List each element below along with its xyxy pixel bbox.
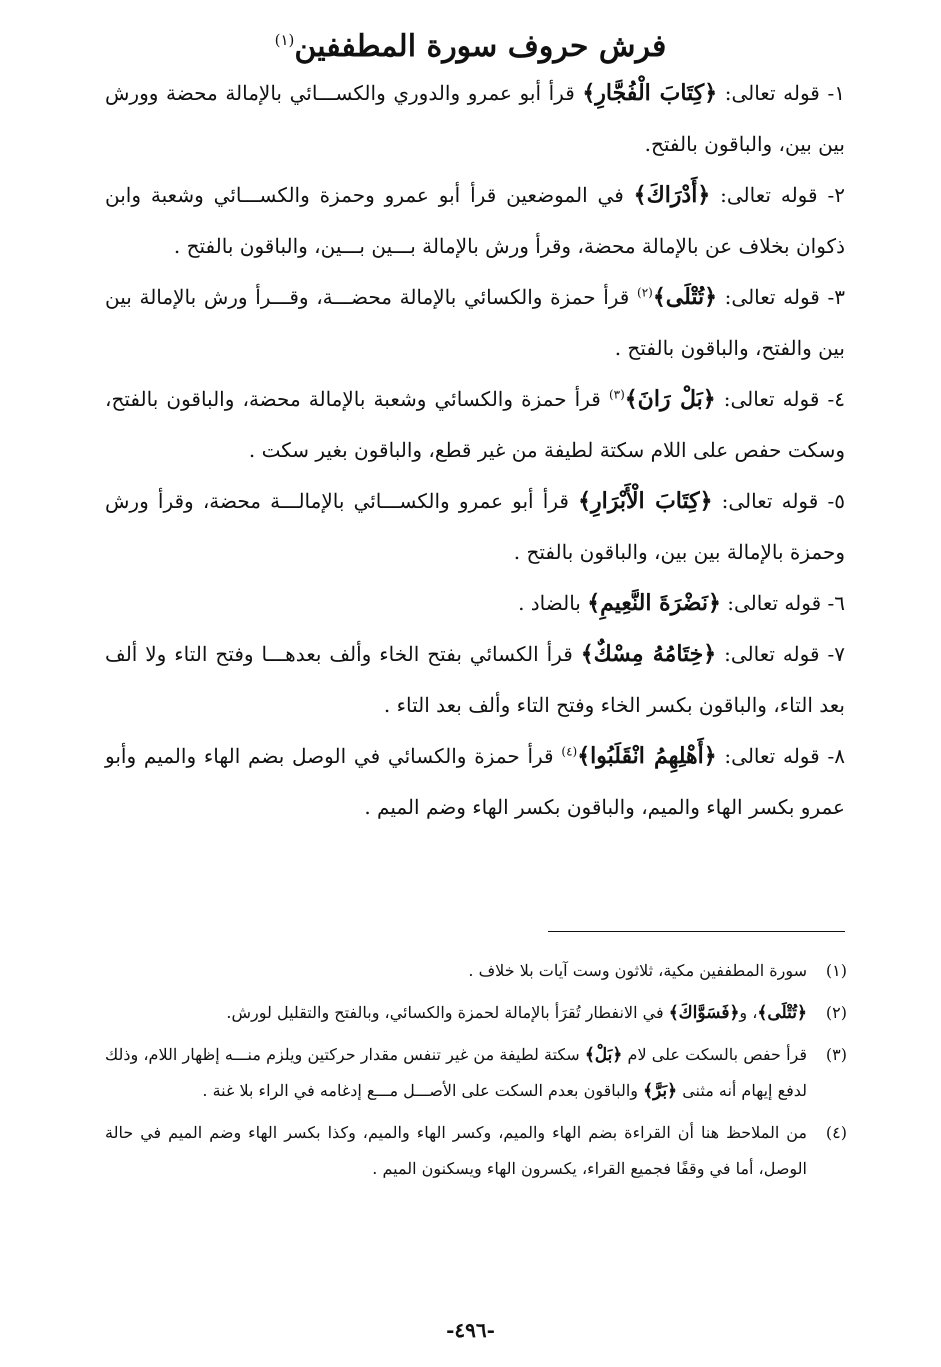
paragraph-number: ٦- (821, 591, 845, 615)
footnote-text: سكتة لطيفة من غير تنفس مقدار حركتين ويلزم منـــه إظهار اللام، وذلك لدفع إيهام أنه مثنى (105, 1045, 807, 1100)
footnote-4 (105, 1115, 847, 1187)
footnote-ref: (٤) (561, 744, 578, 759)
reading-paragraph-4 (105, 374, 845, 476)
quran-verse: ﴿بَلْ رَانَ﴾ (624, 386, 716, 412)
quran-verse: ﴿بَرَّ﴾ (643, 1081, 678, 1101)
paragraph-intro: قوله تعالى: (720, 591, 822, 615)
paragraph-number: ٤- (819, 387, 846, 411)
paragraph-intro: قوله تعالى: (717, 285, 820, 309)
reading-paragraph-8 (105, 731, 845, 833)
footnote-text: من الملاحظ هنا أن القراءة بضم الهاء والميم، وكسر الهاء والميم، وكذا بكسر الهاء وضم الميم في حالة الوصل، أما في وقفًا فجميع القراء، يكسرون الهاء ويسكنون الميم . (105, 1123, 807, 1178)
paragraph-number: ٨- (819, 744, 845, 768)
reading-paragraph-5 (105, 476, 845, 578)
paragraph-text: قرأ أبو عمرو والدوري والكســـائي بالإمالة محضة وورش بين بين، والباقون بالفتح. (105, 81, 845, 156)
reading-paragraph-3 (105, 272, 845, 374)
paragraph-text: قرأ أبو عمرو والكســـائي بالإمالـــة محضة، وقرأ ورش وحمزة بالإمالة بين بين، والباقون بالفتح . (105, 489, 845, 564)
footnote-2 (105, 995, 847, 1031)
quran-verse: ﴿خِتَامُهُ مِسْكٌ﴾ (580, 641, 717, 667)
page-title (0, 18, 941, 69)
paragraph-text: قرأ حمزة والكسائي بالإمالة محضـــة، وقـــرأ ورش بالإمالة بين بين والفتح، والباقون بالفتح . (105, 285, 845, 360)
quran-verse: ﴿بَلْ﴾ (584, 1045, 623, 1065)
footnote-number: (١) (825, 961, 847, 980)
paragraph-text: بالضاد . (518, 591, 588, 615)
paragraph-text: قرأ حمزة والكسائي في الوصل بضم الهاء والميم وأبو عمرو بكسر الهاء والميم، والباقون بكسر الهاء وضم الميم . (105, 744, 845, 819)
paragraph-number: ٧- (819, 642, 845, 666)
footnote-text: والباقون بعدم السكت على الأصـــل مـــع إدغامه في الراء بلا غنة . (202, 1081, 644, 1100)
footnote-text: في الانفطار تُقرَأ بالإمالة لحمزة والكسائي، وبالفتح والتقليل لورش. (226, 1003, 669, 1022)
quran-verse: ﴿نَضْرَةَ النَّعِيمِ﴾ (587, 590, 721, 616)
paragraph-number: ٣- (819, 285, 846, 309)
reading-paragraph-2 (105, 170, 845, 272)
quran-verse: ﴿تُتْلَى﴾ (757, 1003, 807, 1023)
footnote-1 (105, 953, 847, 989)
paragraph-intro: قوله تعالى: (712, 489, 819, 513)
footnote-text: سورة المطففين مكية، ثلاثون وست آيات بلا خلاف . (468, 961, 807, 980)
paragraph-text: قرأ الكسائي بفتح الخاء وألف بعدهـــا وفتح التاء ولا ألف بعد التاء، والباقون بكسر الخاء وفتح التاء وألف بعد التاء . (105, 642, 845, 717)
footnote-number: (٣) (825, 1045, 848, 1064)
paragraph-intro: قوله تعالى: (710, 183, 818, 207)
footnote-3 (105, 1037, 847, 1109)
reading-paragraph-7 (105, 629, 845, 731)
paragraph-number: ٢- (817, 183, 845, 207)
title-text: فرش حروف سورة المطففين (294, 29, 667, 64)
reading-paragraph-1 (105, 68, 845, 170)
main-text (105, 68, 845, 833)
footnote-number: (٤) (825, 1123, 847, 1142)
quran-verse: ﴿تُتْلَى﴾ (652, 284, 718, 310)
page-number: -٤٩٦- (446, 1318, 495, 1342)
reading-paragraph-6 (105, 578, 845, 629)
paragraph-text: قرأ حمزة والكسائي وشعبة بالإمالة محضة، والباقون بالفتح، وسكت حفص على اللام سكتة لطيفة من غير قطع، والباقون بغير سكت . (105, 387, 845, 462)
title-footnote-ref: (١) (274, 31, 295, 49)
paragraph-number: ١- (819, 81, 845, 105)
quran-verse: ﴿فَسَوَّاكَ﴾ (668, 1003, 740, 1023)
footnotes-section (105, 953, 847, 1193)
footnote-ref: (٢) (637, 285, 653, 300)
footnote-divider (548, 931, 845, 932)
paragraph-intro: قوله تعالى: (717, 81, 820, 105)
footnote-number: (٢) (825, 1003, 847, 1022)
quran-verse: ﴿كِتَابَ الْأَبْرَارِ﴾ (578, 488, 713, 514)
paragraph-intro: قوله تعالى: (716, 642, 820, 666)
quran-verse: ﴿كِتَابَ الْفُجَّارِ﴾ (582, 80, 718, 106)
paragraph-number: ٥- (818, 489, 845, 513)
footnote-ref: (٣) (608, 387, 625, 402)
paragraph-text: في الموضعين قرأ أبو عمرو وحمزة والكســـائي وشعبة وابن ذكوان بخلاف عن بالإمالة محضة، وقرأ ورش بالإمالة بـــين بـــين، والباقون بالفتح . (105, 183, 845, 258)
quran-verse: ﴿أَهْلِهِمُ انْقَلَبُوا﴾ (577, 743, 717, 769)
paragraph-intro: قوله تعالى: (716, 744, 820, 768)
quran-verse: ﴿أَدْرَاكَ﴾ (633, 182, 711, 208)
footnote-text: ، و (739, 1003, 758, 1022)
paragraph-intro: قوله تعالى: (715, 387, 820, 411)
footnote-text: قرأ حفص بالسكت على لام (622, 1045, 808, 1064)
